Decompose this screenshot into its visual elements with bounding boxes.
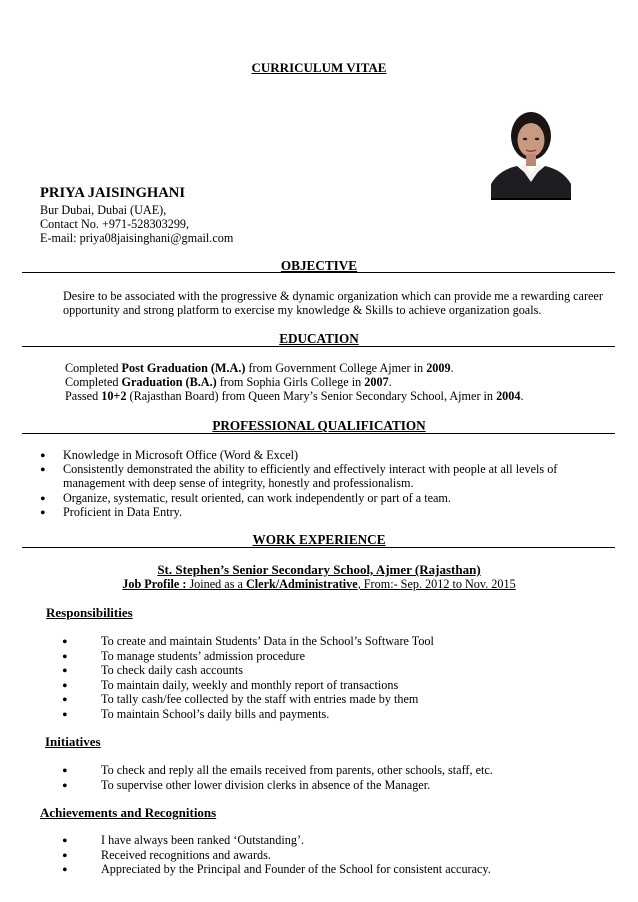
profile-photo xyxy=(491,104,571,200)
work-heading: WORK EXPERIENCE xyxy=(252,532,386,547)
bullet-icon: • xyxy=(62,848,68,865)
candidate-name: PRIYA JAISINGHANI xyxy=(40,185,186,201)
bullet-icon: • xyxy=(62,692,68,709)
achievements-heading: Achievements and Recognitions xyxy=(40,805,217,820)
education-degree: 10+2 xyxy=(101,389,127,403)
education-heading: EDUCATION xyxy=(279,331,359,346)
document-title: CURRICULUM VITAE xyxy=(251,60,387,75)
education-suffix: . xyxy=(388,375,392,389)
contact-email: E-mail: priya08jaisinghani@gmail.com xyxy=(40,231,234,245)
education-year: 2009 xyxy=(426,361,451,375)
responsibilities-heading: Responsibilities xyxy=(46,605,133,620)
bullet-icon: • xyxy=(62,663,68,680)
bullet-icon: • xyxy=(62,862,68,879)
education-degree: Post Graduation (M.A.) xyxy=(121,361,246,375)
initiatives-heading: Initiatives xyxy=(45,734,101,749)
education-prefix: Completed xyxy=(65,361,122,375)
job-period: , From:- Sep. 2012 to Nov. 2015 xyxy=(357,577,516,591)
job-profile-label: Job Profile : xyxy=(122,577,187,591)
objective-heading: OBJECTIVE xyxy=(280,258,358,273)
education-row xyxy=(65,361,454,376)
qualification-item: Knowledge in Microsoft Office (Word & Excel) xyxy=(63,448,299,462)
section-divider xyxy=(22,272,615,273)
bullet-icon: • xyxy=(62,763,68,780)
bullet-icon: • xyxy=(40,505,46,522)
education-degree: Graduation (B.A.) xyxy=(121,375,217,389)
education-year: 2007 xyxy=(364,375,389,389)
job-profile-prefix: Joined as a xyxy=(186,577,246,591)
achievement-item: I have always been ranked ‘Outstanding’. xyxy=(101,833,305,847)
bullet-icon: • xyxy=(62,649,68,666)
education-year: 2004 xyxy=(496,389,521,403)
bullet-icon: • xyxy=(62,678,68,695)
qualification-item: Proficient in Data Entry. xyxy=(63,505,183,519)
contact-phone: Contact No. +971-528303299, xyxy=(40,217,190,231)
section-divider xyxy=(22,346,615,347)
person-portrait-icon xyxy=(491,104,571,200)
achievement-item: Received recognitions and awards. xyxy=(101,848,271,862)
bullet-icon: • xyxy=(40,491,46,508)
qualification-item: Consistently demonstrated the ability to efficiently and effectively interact with people at all levels of xyxy=(63,462,558,476)
qualification-item: Organize, systematic, result oriented, can work independently or part of a team. xyxy=(63,491,451,505)
initiative-item: To check and reply all the emails received from parents, other schools, staff, etc. xyxy=(101,763,493,777)
education-institution: (Rajasthan Board) from Queen Mary’s Senior Secondary School, Ajmer in xyxy=(126,389,497,403)
responsibility-item: To maintain School’s daily bills and payments. xyxy=(101,707,330,721)
education-prefix: Passed xyxy=(65,389,102,403)
bullet-icon: • xyxy=(62,778,68,795)
initiative-item: To supervise other lower division clerks in absence of the Manager. xyxy=(101,778,431,792)
education-institution: from Sophia Girls College in xyxy=(216,375,365,389)
education-prefix: Completed xyxy=(65,375,122,389)
responsibility-item: To create and maintain Students’ Data in the School’s Software Tool xyxy=(101,634,434,648)
education-institution: from Government College Ajmer in xyxy=(245,361,427,375)
objective-line-2: opportunity and strong platform to exercise my knowledge & Skills to achieve organization goals. xyxy=(63,303,542,317)
qualification-item-continuation: management with deep sense of integrity, honestly and professionalism. xyxy=(63,476,414,490)
job-profile xyxy=(0,577,638,592)
achievement-item: Appreciated by the Principal and Founder of the School for consistent accuracy. xyxy=(101,862,491,876)
education-suffix: . xyxy=(520,389,524,403)
responsibility-item: To check daily cash accounts xyxy=(101,663,243,677)
responsibility-item: To manage students’ admission procedure xyxy=(101,649,306,663)
section-divider xyxy=(22,547,615,548)
bullet-icon: • xyxy=(62,833,68,850)
responsibility-item: To tally cash/fee collected by the staff with entries made by them xyxy=(101,692,419,706)
education-suffix: . xyxy=(450,361,454,375)
bullet-icon: • xyxy=(62,707,68,724)
job-role: Clerk/Administrative xyxy=(245,577,358,591)
education-row xyxy=(65,375,392,390)
education-row xyxy=(65,389,524,404)
bullet-icon: • xyxy=(40,462,46,479)
section-divider xyxy=(22,433,615,434)
employer-name: St. Stephen’s Senior Secondary School, Ajmer (Rajasthan) xyxy=(157,562,481,577)
bullet-icon: • xyxy=(40,448,46,465)
bullet-icon: • xyxy=(62,634,68,651)
objective-line-1: Desire to be associated with the progressive & dynamic organization which can provide me a rewarding career xyxy=(63,289,603,303)
responsibility-item: To maintain daily, weekly and monthly report of transactions xyxy=(101,678,399,692)
qualification-heading: PROFESSIONAL QUALIFICATION xyxy=(212,418,426,433)
contact-address: Bur Dubai, Dubai (UAE), xyxy=(40,203,167,217)
